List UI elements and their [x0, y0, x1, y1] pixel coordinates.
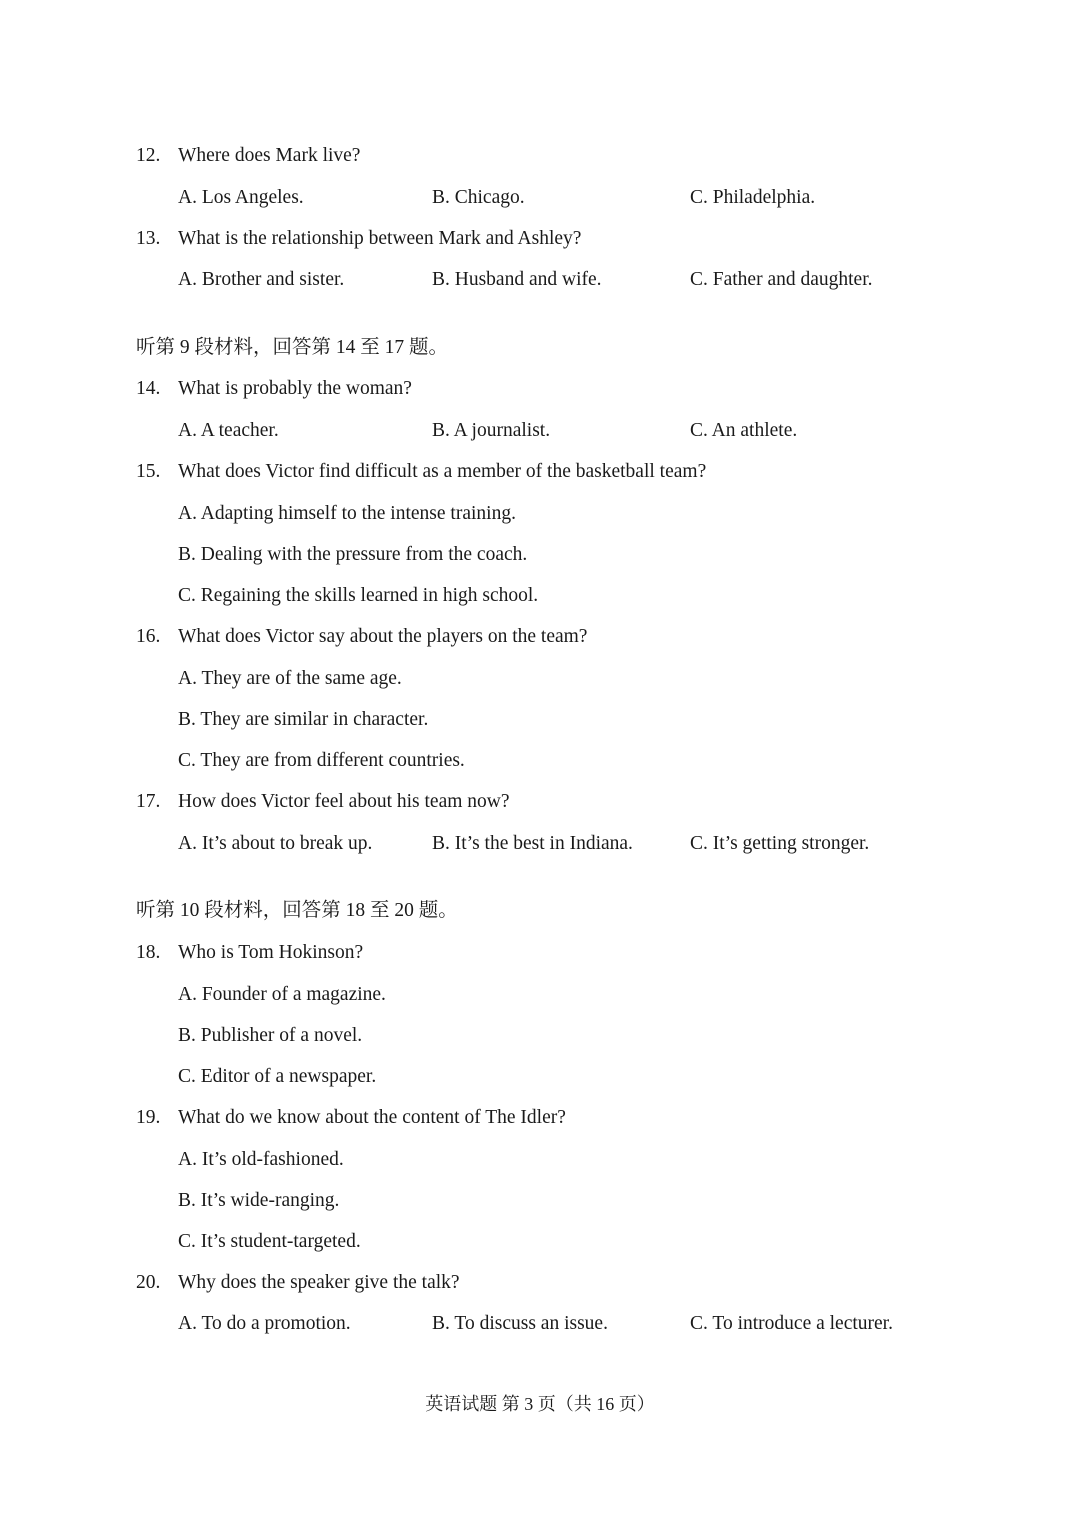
- question-text: Why does the speaker give the talk?: [178, 1272, 460, 1293]
- question-number: 12.: [136, 145, 161, 166]
- question-text: What does Victor say about the players on the team?: [178, 626, 588, 647]
- question-number: 15.: [136, 461, 161, 482]
- option-b: B. Dealing with the pressure from the coach.: [178, 544, 528, 565]
- option-b: B. To discuss an issue.: [432, 1313, 608, 1334]
- option-b: B. It’s wide-ranging.: [178, 1190, 340, 1211]
- option-b: B. Chicago.: [432, 187, 525, 208]
- option-a: A. Adapting himself to the intense training.: [178, 503, 516, 524]
- question-number: 16.: [136, 626, 161, 647]
- option-b: B. A journalist.: [432, 420, 551, 441]
- option-a: A. Brother and sister.: [178, 269, 345, 290]
- option-a: A. To do a promotion.: [178, 1313, 351, 1334]
- question-text: Where does Mark live?: [178, 145, 361, 166]
- question-number: 13.: [136, 228, 161, 249]
- section-header: 听第 10 段材料，回答第 18 至 20 题。: [136, 900, 458, 921]
- option-c: C. They are from different countries.: [178, 750, 465, 771]
- question-number: 19.: [136, 1107, 161, 1128]
- question-text: What does Victor find difficult as a member of the basketball team?: [178, 461, 707, 482]
- option-c: C. Philadelphia.: [690, 187, 816, 208]
- option-a: A. A teacher.: [178, 420, 279, 441]
- question-text: What is the relationship between Mark and Ashley?: [178, 228, 582, 249]
- option-a: A. It’s about to break up.: [178, 833, 373, 854]
- option-c: C. To introduce a lecturer.: [690, 1313, 893, 1334]
- question-text: What do we know about the content of The Idler?: [178, 1107, 566, 1128]
- option-a: A. Founder of a magazine.: [178, 984, 386, 1005]
- option-c: C. An athlete.: [690, 420, 798, 441]
- question-number: 17.: [136, 791, 161, 812]
- question-text: Who is Tom Hokinson?: [178, 942, 364, 963]
- section-header: 听第 9 段材料，回答第 14 至 17 题。: [136, 337, 449, 358]
- option-b: B. They are similar in character.: [178, 709, 429, 730]
- question-number: 20.: [136, 1272, 161, 1293]
- page-footer: 英语试题 第 3 页（共 16 页）: [425, 1394, 655, 1414]
- option-a: A. They are of the same age.: [178, 668, 402, 689]
- question-number: 18.: [136, 942, 161, 963]
- option-c: C. Regaining the skills learned in high school.: [178, 585, 539, 606]
- question-number: 14.: [136, 378, 161, 399]
- option-c: C. It’s getting stronger.: [690, 833, 870, 854]
- option-a: A. Los Angeles.: [178, 187, 304, 208]
- option-c: C. Father and daughter.: [690, 269, 873, 290]
- option-b: B. Publisher of a novel.: [178, 1025, 363, 1046]
- option-c: C. Editor of a newspaper.: [178, 1066, 377, 1087]
- option-b: B. It’s the best in Indiana.: [432, 833, 633, 854]
- option-a: A. It’s old-fashioned.: [178, 1149, 344, 1170]
- option-c: C. It’s student-targeted.: [178, 1231, 361, 1252]
- question-text: How does Victor feel about his team now?: [178, 791, 510, 812]
- option-b: B. Husband and wife.: [432, 269, 602, 290]
- question-text: What is probably the woman?: [178, 378, 412, 399]
